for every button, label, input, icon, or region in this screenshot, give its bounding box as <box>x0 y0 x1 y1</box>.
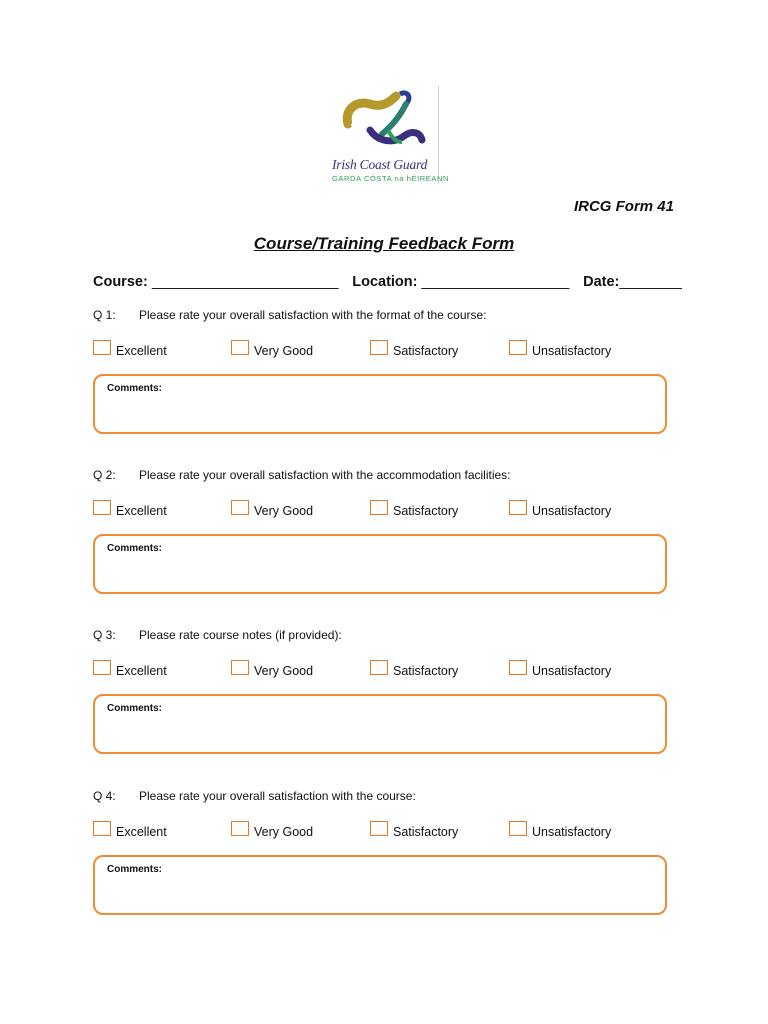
rating-option[interactable] <box>93 660 167 678</box>
rating-option-label: Unsatisfactory <box>532 664 612 678</box>
comments-label: Comments: <box>107 383 163 394</box>
checkbox[interactable] <box>370 340 388 355</box>
rating-option-label: Satisfactory <box>393 344 459 358</box>
checkbox[interactable] <box>370 821 388 836</box>
rating-option-label: Unsatisfactory <box>532 504 612 518</box>
rating-option[interactable] <box>370 500 458 518</box>
question-block <box>93 628 673 754</box>
course-meta-line <box>93 274 682 290</box>
rating-option[interactable] <box>509 660 611 678</box>
rating-option-label: Satisfactory <box>393 664 459 678</box>
logo-text: Irish Coast Guard <box>332 157 428 172</box>
question-row <box>93 468 673 486</box>
rating-option-label: Satisfactory <box>393 504 459 518</box>
location-label: Location: <box>352 274 418 290</box>
question-number: Q 4: <box>93 789 116 803</box>
question-text: Please rate course notes (if provided): <box>139 628 342 642</box>
location-field[interactable]: ___________________ <box>421 274 570 290</box>
rating-option[interactable] <box>370 821 458 839</box>
rating-option[interactable] <box>509 340 611 358</box>
rating-option[interactable] <box>509 821 611 839</box>
irish-coast-guard-logo <box>330 86 450 184</box>
checkbox[interactable] <box>93 340 111 355</box>
checkbox[interactable] <box>231 340 249 355</box>
rating-options <box>93 340 673 362</box>
logo-subtext: GARDA CÓSTA na hÉIREANN <box>332 174 450 183</box>
rating-options <box>93 500 673 522</box>
rating-option[interactable] <box>370 340 458 358</box>
checkbox[interactable] <box>509 500 527 515</box>
rating-option-label: Excellent <box>116 825 167 839</box>
rating-option-label: Unsatisfactory <box>532 344 612 358</box>
checkbox[interactable] <box>93 500 111 515</box>
course-label: Course: <box>93 274 148 290</box>
comments-label: Comments: <box>107 864 163 875</box>
checkbox[interactable] <box>370 500 388 515</box>
rating-option-label: Satisfactory <box>393 825 459 839</box>
checkbox[interactable] <box>509 821 527 836</box>
checkbox[interactable] <box>93 660 111 675</box>
harp-emblem-icon <box>330 86 436 158</box>
checkbox[interactable] <box>509 340 527 355</box>
rating-option[interactable] <box>93 500 167 518</box>
question-row <box>93 789 673 807</box>
question-text: Please rate your overall satisfaction with the accommodation facilities: <box>139 468 511 482</box>
rating-option-label: Very Good <box>254 344 314 358</box>
page-title: Course/Training Feedback Form <box>253 234 515 253</box>
rating-option[interactable] <box>93 340 167 358</box>
question-number: Q 1: <box>93 308 116 322</box>
rating-option[interactable] <box>370 660 458 678</box>
date-field[interactable]: ________ <box>619 274 682 290</box>
rating-options <box>93 660 673 682</box>
checkbox[interactable] <box>370 660 388 675</box>
comments-box[interactable] <box>93 534 667 594</box>
question-block <box>93 308 673 434</box>
comments-box[interactable] <box>93 694 667 754</box>
comments-box[interactable] <box>93 374 667 434</box>
rating-option[interactable] <box>509 500 611 518</box>
rating-options <box>93 821 673 843</box>
rating-option-label: Very Good <box>254 664 314 678</box>
checkbox[interactable] <box>231 821 249 836</box>
question-row <box>93 628 673 646</box>
rating-option[interactable] <box>231 340 313 358</box>
form-number: IRCG Form 41 <box>573 198 674 215</box>
rating-option-label: Unsatisfactory <box>532 825 612 839</box>
checkbox[interactable] <box>93 821 111 836</box>
rating-option-label: Excellent <box>116 344 167 358</box>
course-field[interactable]: ________________________ <box>151 274 339 290</box>
comments-label: Comments: <box>107 543 163 554</box>
rating-option[interactable] <box>231 821 313 839</box>
checkbox[interactable] <box>231 500 249 515</box>
comments-label: Comments: <box>107 703 163 714</box>
date-label: Date: <box>583 274 620 290</box>
rating-option[interactable] <box>231 500 313 518</box>
question-block <box>93 468 673 594</box>
rating-option[interactable] <box>93 821 167 839</box>
checkbox[interactable] <box>509 660 527 675</box>
rating-option-label: Excellent <box>116 504 167 518</box>
question-number: Q 2: <box>93 468 116 482</box>
question-text: Please rate your overall satisfaction with the format of the course: <box>139 308 487 322</box>
rating-option-label: Very Good <box>254 825 314 839</box>
rating-option-label: Very Good <box>254 504 314 518</box>
rating-option-label: Excellent <box>116 664 167 678</box>
question-number: Q 3: <box>93 628 116 642</box>
comments-box[interactable] <box>93 855 667 915</box>
rating-option[interactable] <box>231 660 313 678</box>
checkbox[interactable] <box>231 660 249 675</box>
question-block <box>93 789 673 915</box>
question-text: Please rate your overall satisfaction with the course: <box>139 789 416 803</box>
question-row <box>93 308 673 326</box>
